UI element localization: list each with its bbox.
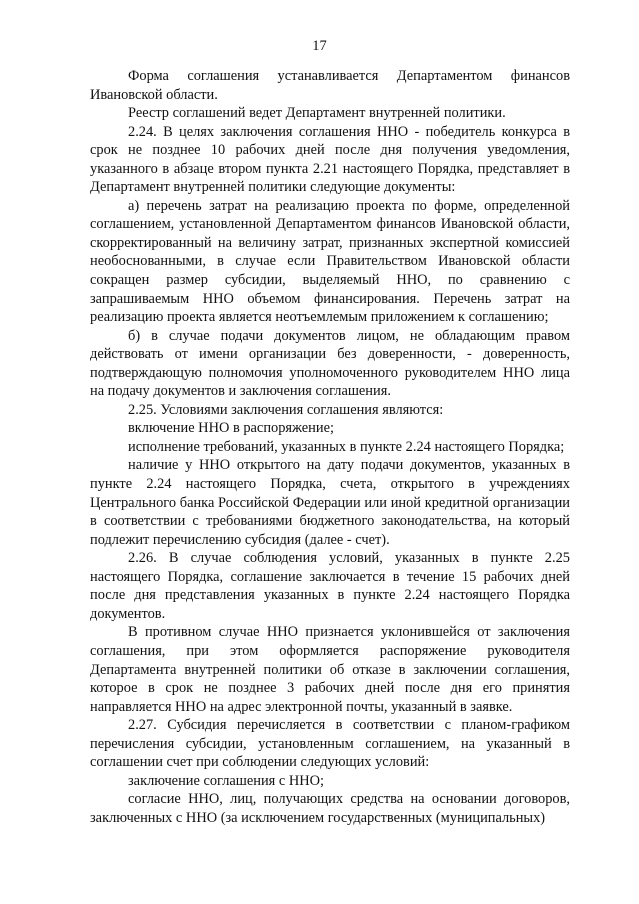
- paragraph-2-25-condition-1: включение ННО в распоряжение;: [128, 420, 334, 437]
- paragraph-2-25: 2.25. Условиями заключения соглашения являются:: [128, 401, 444, 418]
- paragraph-2-25-condition-3: наличие у ННО открытого на дату подачи документов, указанных в пункте 2.24 настоящего Порядка, счета, открытого в учреждениях Центрального банка Российской Федерации или иной кредитной организации в соответствии с требованиями бюджетного законодательства, на который подлежит перечислению субсидия (далее - счет).: [90, 457, 570, 548]
- paragraph-2-24-b: б) в случае подачи документов лицом, не обладающим правом действовать от имени организации без доверенности, - доверенность, подтверждающую полномочия уполномоченного руководителем ННО лица на подачу документов и заключения соглашения.: [90, 327, 570, 400]
- paragraph-2-26: 2.26. В случае соблюдения условий, указанных в пункте 2.25 настоящего Порядка, соглашение заключается в течение 15 рабочих дней после дня представления указанных в пункте 2.24 настоящего Порядка документов.: [90, 550, 570, 622]
- paragraph-2-27: 2.27. Субсидия перечисляется в соответствии с планом-графиком перечисления субсидии, установленным соглашением, на указанный в соглашении счет при соблюдении следующих условий:: [90, 717, 570, 771]
- page-number: 17: [312, 38, 327, 54]
- paragraph-2-27-condition-1: заключение соглашения с ННО;: [128, 772, 325, 789]
- paragraph-2-25-condition-2: исполнение требований, указанных в пункте 2.24 настоящего Порядка;: [128, 438, 565, 455]
- paragraph-agreement-form: Форма соглашения устанавливается Департаментом финансов Ивановской области.: [90, 68, 570, 103]
- document-body: [90, 67, 570, 827]
- paragraph-2-24: 2.24. В целях заключения соглашения ННО - победитель конкурса в срок не позднее 10 рабочих дней после дня получения уведомления, указанного в абзаце втором пункта 2.21 настоящего Порядка, представляет в Департамент внутренней политики следующие документы:: [90, 123, 570, 196]
- paragraph-agreement-registry: Реестр соглашений ведет Департамент внутренней политики.: [128, 105, 506, 122]
- paragraph-2-27-condition-2: согласие ННО, лиц, получающих средства на основании договоров, заключенных с ННО (за исключением государственных (муниципальных): [90, 791, 570, 826]
- paragraph-2-24-a: а) перечень затрат на реализацию проекта по форме, определенной соглашением, установленной Департаментом финансов Ивановской области, скорректированный на величину затрат, признанных экспертной комиссией необоснованными, в случае если Правительством Ивановской области сокращен размер субсидии, выделяемый ННО, по сравнению с запрашиваемым ННО объемом финансирования. Перечень затрат на реализацию проекта является неотъемлемым приложением к соглашению;: [90, 197, 570, 326]
- paragraph-2-26-refusal: В противном случае ННО признается уклонившейся от заключения соглашения, при этом оформляется распоряжение руководителя Департамента внутренней политики об отказе в заключении соглашения, которое в срок не позднее 3 рабочих дней после дня его принятия направляется ННО на адрес электронной почты, указанный в заявке.: [90, 624, 570, 715]
